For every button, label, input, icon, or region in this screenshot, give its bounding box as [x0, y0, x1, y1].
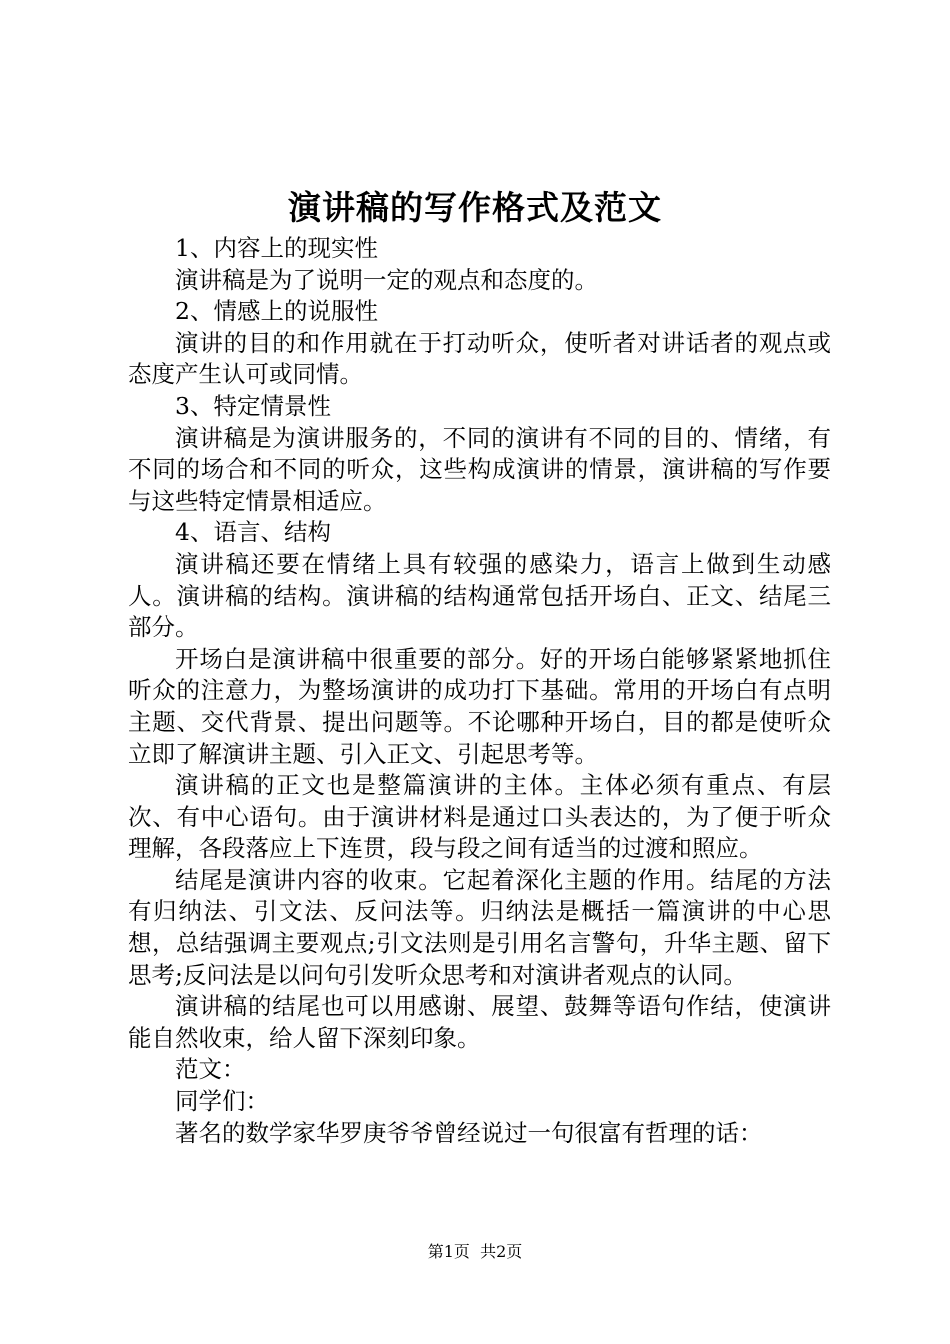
paragraph: 著名的数学家华罗庚爷爷曾经说过一句很富有哲理的话： [175, 1118, 763, 1147]
salutation: 同学们： [175, 1087, 269, 1116]
paragraph: 演讲稿的正文也是整篇演讲的主体。主体必须有重点、有层次、有中心语句。由于演讲材料是通过口头表达的，为了便于听众理解，各段落应上下连贯，段与段之间有适当的过渡和照应。 [128, 771, 831, 863]
heading-language-structure: 4、语言、结构 [175, 518, 331, 547]
page-number: 第1页 共2页 [427, 1242, 523, 1261]
paragraph: 演讲稿的结尾也可以用感谢、展望、鼓舞等语句作结，使演讲能自然收束，给人留下深刻印象。 [128, 992, 831, 1052]
paragraph: 开场白是演讲稿中很重要的部分。好的开场白能够紧紧地抓住听众的注意力，为整场演讲的成功打下基础。常用的开场白有点明主题、交代背景、提出问题等。不论哪种开场白，目的都是使听众立即了解演讲主题、引入正文、引起思考等。 [128, 644, 831, 768]
heading-persuasion: 2、情感上的说服性 [175, 297, 378, 326]
paragraph: 演讲稿是为演讲服务的，不同的演讲有不同的目的、情绪，有不同的场合和不同的听众，这些构成演讲的情景，演讲稿的写作要与这些特定情景相适应。 [128, 423, 831, 515]
heading-situation: 3、特定情景性 [175, 391, 331, 420]
document-title: 演讲稿的写作格式及范文 [288, 188, 662, 227]
page-footer [0, 1240, 950, 1264]
paragraph: 结尾是演讲内容的收束。它起着深化主题的作用。结尾的方法有归纳法、引文法、反问法等。归纳法是概括一篇演讲的中心思想，总结强调主要观点;引文法则是引用名言警句，升华主题、留下思考;反问法是以问句引发听众思考和对演讲者观点的认同。 [128, 865, 831, 989]
paragraph: 演讲稿还要在情绪上具有较强的感染力，语言上做到生动感人。演讲稿的结构。演讲稿的结构通常包括开场白、正文、结尾三部分。 [128, 549, 831, 642]
sample-label: 范文： [175, 1055, 246, 1084]
document-body [128, 233, 831, 1149]
paragraph: 演讲稿是为了说明一定的观点和态度的。 [175, 265, 598, 294]
paragraph: 演讲的目的和作用就在于打动听众，使听者对讲话者的观点或态度产生认可或同情。 [128, 328, 831, 389]
heading-reality: 1、内容上的现实性 [175, 234, 378, 262]
